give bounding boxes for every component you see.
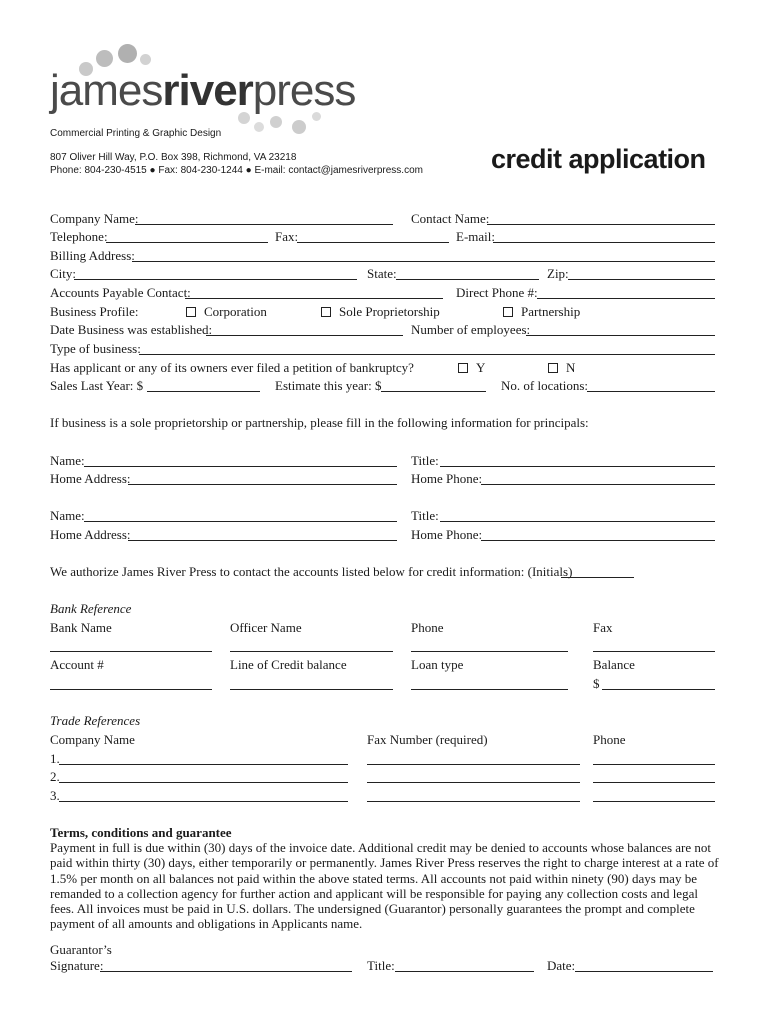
contact-name-field[interactable] bbox=[487, 224, 715, 225]
signature-date-field[interactable] bbox=[575, 971, 713, 972]
trade-row-1-company-field[interactable] bbox=[59, 764, 348, 765]
guarantor-title-field[interactable] bbox=[395, 971, 534, 972]
num-employees-label: Number of employees: bbox=[411, 322, 531, 337]
principal-1-name-field[interactable] bbox=[84, 466, 397, 467]
trade-row-2-fax-field[interactable] bbox=[367, 782, 580, 783]
trade-row-2-phone-field[interactable] bbox=[593, 782, 715, 783]
email-field[interactable] bbox=[493, 242, 715, 243]
account-number-label: Account # bbox=[50, 657, 104, 672]
bankruptcy-no-checkbox[interactable] bbox=[548, 363, 558, 373]
officer-name-field[interactable] bbox=[230, 651, 393, 652]
principal-1-address-label: Home Address: bbox=[50, 471, 131, 486]
principal-2-title-field[interactable] bbox=[440, 521, 715, 522]
guarantor-title-label: Title: bbox=[367, 958, 395, 973]
logo-word-james: james bbox=[50, 66, 163, 115]
business-profile-label: Business Profile: bbox=[50, 304, 139, 319]
fax-field[interactable] bbox=[297, 242, 449, 243]
date-established-label: Date Business was established: bbox=[50, 322, 213, 337]
corporation-label: Corporation bbox=[204, 304, 267, 319]
bank-name-field[interactable] bbox=[50, 651, 212, 652]
partnership-label: Partnership bbox=[521, 304, 581, 319]
principal-1-name-label: Name: bbox=[50, 453, 85, 468]
trade-row-3-number: 3. bbox=[50, 788, 60, 803]
bankruptcy-question: Has applicant or any of its owners ever filed a petition of bankruptcy? bbox=[50, 360, 414, 375]
line-of-credit-label: Line of Credit balance bbox=[230, 657, 347, 672]
trade-row-3-company-field[interactable] bbox=[59, 801, 348, 802]
sole-proprietorship-label: Sole Proprietorship bbox=[339, 304, 440, 319]
signature-label: Signature: bbox=[50, 958, 104, 973]
terms-body: Payment in full is due within (30) days of the invoice date. Additional credit may be denied to accounts whose balances are not paid within thirty (30) days, either temporarily or permanently. James River Press reserves the right to charge interest at a rate of 1.5% per month on all balances not paid within the above stated terms. All accounts not paid within ninety (90) days may be remanded to a collection agency for further action and applicant will be responsible for paying any collection costs and legal fees. All invoices must be paid in U.S. dollars. The undersigned (Guarantor) personally guarantees the prompt and complete payment of all amounts and obligations in Applicants name. bbox=[50, 840, 719, 932]
company-name-label: Company Name: bbox=[50, 211, 139, 226]
bank-phone-field[interactable] bbox=[411, 651, 568, 652]
num-locations-field[interactable] bbox=[587, 391, 715, 392]
estimate-this-year-field[interactable] bbox=[381, 391, 486, 392]
telephone-label: Telephone: bbox=[50, 229, 108, 244]
direct-phone-label: Direct Phone #: bbox=[456, 285, 538, 300]
city-field[interactable] bbox=[74, 279, 357, 280]
signature-date-label: Date: bbox=[547, 958, 576, 973]
company-name-field[interactable] bbox=[135, 224, 393, 225]
bank-fax-label: Fax bbox=[593, 620, 613, 635]
state-field[interactable] bbox=[396, 279, 539, 280]
line-of-credit-field[interactable] bbox=[230, 689, 393, 690]
bankruptcy-no-label: N bbox=[566, 360, 576, 375]
trade-row-3-phone-field[interactable] bbox=[593, 801, 715, 802]
estimate-this-year-label: Estimate this year: $ bbox=[275, 378, 382, 393]
principal-2-name-field[interactable] bbox=[84, 521, 397, 522]
principal-2-address-label: Home Address: bbox=[50, 527, 131, 542]
principal-2-phone-label: Home Phone: bbox=[411, 527, 483, 542]
loan-type-label: Loan type bbox=[411, 657, 464, 672]
fax-label: Fax: bbox=[275, 229, 299, 244]
sales-last-year-label: Sales Last Year: $ bbox=[50, 378, 144, 393]
logo-word-river: river bbox=[162, 66, 253, 115]
balance-label: Balance bbox=[593, 657, 635, 672]
logo-tagline: Commercial Printing & Graphic Design bbox=[50, 128, 222, 139]
ap-contact-label: Accounts Payable Contact: bbox=[50, 285, 191, 300]
billing-address-label: Billing Address: bbox=[50, 248, 135, 263]
company-contact: Phone: 804-230-4515 ● Fax: 804-230-1244 ● E-mail: contact@jamesriverpress.com bbox=[50, 165, 423, 176]
trade-row-2-number: 2. bbox=[50, 769, 60, 784]
state-label: State: bbox=[367, 266, 397, 281]
bankruptcy-yes-checkbox[interactable] bbox=[458, 363, 468, 373]
trade-references-heading: Trade References bbox=[50, 713, 141, 728]
principal-1-phone-field[interactable] bbox=[481, 484, 715, 485]
principals-intro: If business is a sole proprietorship or partnership, please fill in the following information for principals: bbox=[50, 415, 589, 430]
bank-fax-field[interactable] bbox=[593, 651, 715, 652]
principal-2-title-label: Title: bbox=[411, 508, 439, 523]
bank-name-label: Bank Name bbox=[50, 620, 112, 635]
trade-row-1-phone-field[interactable] bbox=[593, 764, 715, 765]
principal-2-address-field[interactable] bbox=[128, 540, 397, 541]
trade-company-name-label: Company Name bbox=[50, 732, 135, 747]
loan-type-field[interactable] bbox=[411, 689, 568, 690]
telephone-field[interactable] bbox=[106, 242, 268, 243]
balance-dollar-sign: $ bbox=[593, 676, 600, 691]
principal-1-title-label: Title: bbox=[411, 453, 439, 468]
email-label: E-mail: bbox=[456, 229, 495, 244]
authorization-initials-field[interactable] bbox=[561, 577, 634, 578]
authorization-statement: We authorize James River Press to contact the accounts listed below for credit information: (Initials) bbox=[50, 564, 573, 579]
date-established-field[interactable] bbox=[206, 335, 403, 336]
principal-1-phone-label: Home Phone: bbox=[411, 471, 483, 486]
balance-field[interactable] bbox=[602, 689, 715, 690]
zip-label: Zip: bbox=[547, 266, 569, 281]
principal-1-title-field[interactable] bbox=[440, 466, 715, 467]
company-address: 807 Oliver Hill Way, P.O. Box 398, Richmond, VA 23218 bbox=[50, 152, 297, 163]
trade-row-2-company-field[interactable] bbox=[59, 782, 348, 783]
company-logo bbox=[50, 66, 355, 116]
trade-row-1-number: 1. bbox=[50, 751, 60, 766]
ap-contact-field[interactable] bbox=[185, 298, 443, 299]
account-number-field[interactable] bbox=[50, 689, 212, 690]
type-of-business-label: Type of business: bbox=[50, 341, 141, 356]
trade-fax-number-label: Fax Number (required) bbox=[367, 732, 488, 747]
bankruptcy-yes-label: Y bbox=[476, 360, 486, 375]
num-locations-label: No. of locations: bbox=[501, 378, 589, 393]
zip-field[interactable] bbox=[568, 279, 715, 280]
contact-name-label: Contact Name: bbox=[411, 211, 490, 226]
bank-phone-label: Phone bbox=[411, 620, 444, 635]
trade-row-1-fax-field[interactable] bbox=[367, 764, 580, 765]
signature-field[interactable] bbox=[100, 971, 352, 972]
officer-name-label: Officer Name bbox=[230, 620, 302, 635]
type-of-business-field[interactable] bbox=[139, 354, 715, 355]
num-employees-field[interactable] bbox=[526, 335, 715, 336]
document-title: credit application bbox=[491, 144, 706, 174]
bank-reference-heading: Bank Reference bbox=[50, 601, 132, 616]
trade-row-3-fax-field[interactable] bbox=[367, 801, 580, 802]
guarantor-label: Guarantor’s bbox=[50, 942, 112, 957]
logo-word-press: press bbox=[252, 66, 356, 115]
partnership-checkbox[interactable] bbox=[503, 307, 513, 317]
principal-2-phone-field[interactable] bbox=[481, 540, 715, 541]
billing-address-field[interactable] bbox=[132, 261, 715, 262]
city-label: City: bbox=[50, 266, 77, 281]
principal-2-name-label: Name: bbox=[50, 508, 85, 523]
corporation-checkbox[interactable] bbox=[186, 307, 196, 317]
trade-phone-label: Phone bbox=[593, 732, 626, 747]
terms-heading: Terms, conditions and guarantee bbox=[50, 825, 232, 840]
sole-proprietorship-checkbox[interactable] bbox=[321, 307, 331, 317]
direct-phone-field[interactable] bbox=[537, 298, 715, 299]
sales-last-year-field[interactable] bbox=[147, 391, 260, 392]
principal-1-address-field[interactable] bbox=[128, 484, 397, 485]
